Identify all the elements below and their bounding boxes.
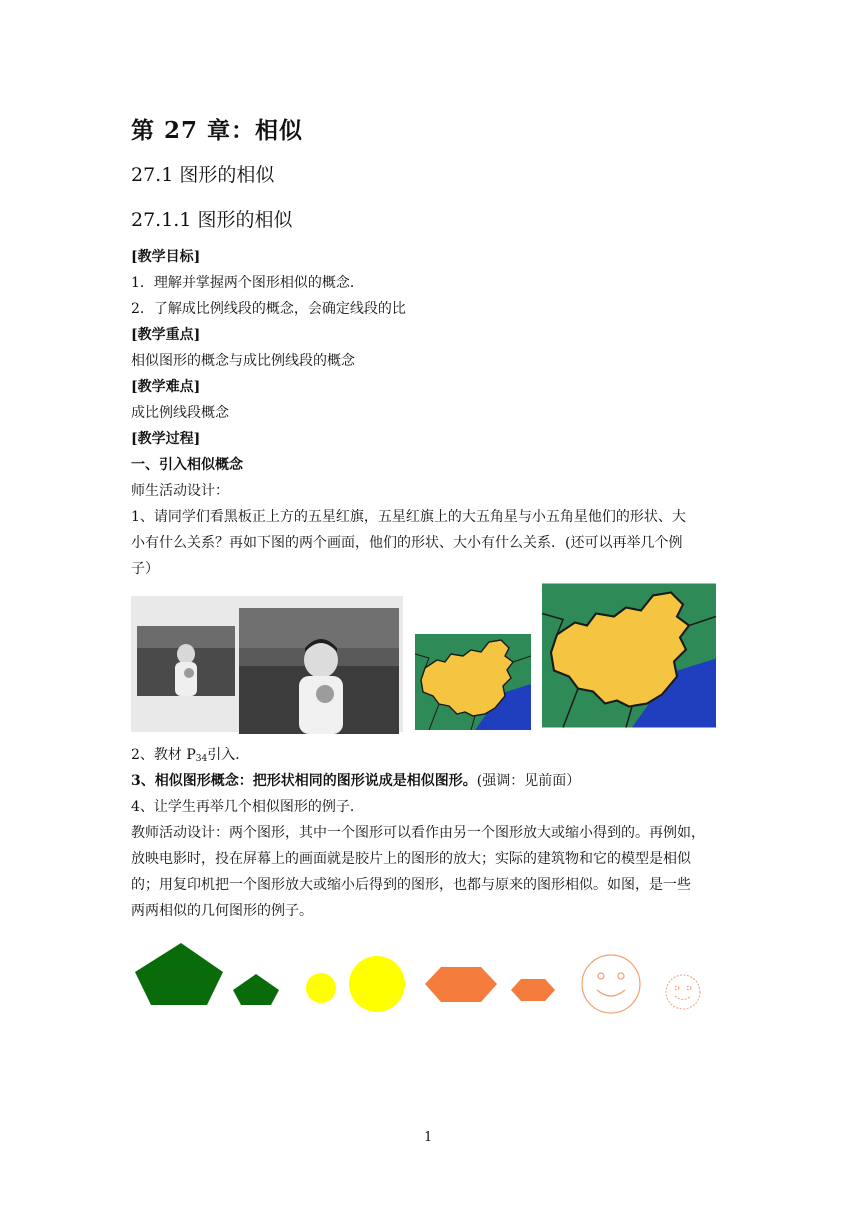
circle-small	[306, 973, 336, 1003]
smiley-face-large	[582, 955, 640, 1013]
item-2: 2、教材 $P_{34}$引入．	[131, 747, 250, 764]
section-title: 27.1 图形的相似	[131, 164, 275, 186]
photo-strip	[131, 596, 403, 732]
subsection-title: 27.1.1 图形的相似	[131, 209, 293, 231]
difficulties-heading: [教学难点]	[131, 379, 201, 395]
teacher-line-2: 放映电影时，投在屏幕上的画面就是胶片上的图形的放大；实际的建筑物和它的模型是相似	[131, 851, 691, 867]
child-photo-small	[137, 626, 235, 696]
teacher-line-1: 教师活动设计：两个图形，其中一个图形可以看作由另一个图形放大或缩小得到的。再例如，	[131, 825, 705, 841]
pentagon-small	[233, 974, 279, 1005]
body-text-2	[131, 742, 735, 924]
objective-2: 2．了解成比例线段的概念，会确定线段的比	[131, 301, 406, 317]
item-1-line-2: 小有什么关系？再如下图的两个画面，他们的形状、大小有什么关系．(还可以再举几个例	[131, 535, 683, 551]
similar-shapes-figure	[131, 938, 731, 1018]
item-3: 3、相似图形概念：把形状相同的图形说成是相似图形。(强调：见前面）	[131, 773, 581, 789]
china-map-large	[542, 583, 716, 728]
activity-label: 师生活动设计：	[131, 483, 229, 499]
page-number: 1	[424, 1130, 433, 1145]
chapter-title: 第 27 章：相似	[131, 117, 304, 144]
teacher-line-3: 的；用复印机把一个图形放大或缩小后得到的图形，也都与原来的图形相似。如图，是一些	[131, 877, 691, 893]
body-text	[131, 244, 735, 582]
objectives-heading: [教学目标]	[131, 249, 201, 265]
key-points-heading: [教学重点]	[131, 327, 201, 343]
item-1-line-3: 子）	[131, 561, 159, 577]
figure-similar-pictures	[131, 583, 731, 733]
item-4: 4、让学生再举几个相似图形的例子．	[131, 799, 364, 815]
difficulties: 成比例线段概念	[131, 405, 229, 421]
key-points: 相似图形的概念与成比例线段的概念	[131, 353, 355, 369]
teacher-line-4: 两两相似的几何图形的例子。	[131, 903, 313, 919]
part-one-heading: 一、引入相似概念	[131, 457, 243, 473]
china-map-small	[415, 634, 531, 730]
hexagon-large	[425, 967, 497, 1002]
hexagon-small	[511, 979, 555, 1001]
smiley-face-small	[666, 975, 700, 1009]
objective-1: 1．理解并掌握两个图形相似的概念．	[131, 275, 364, 291]
process-heading: [教学过程]	[131, 431, 201, 447]
item-1-line-1: 1、请同学们看黑板正上方的五星红旗，五星红旗上的大五角星与小五角星他们的形状、大	[131, 509, 686, 525]
child-photo-large	[239, 608, 399, 734]
circle-large	[349, 956, 405, 1012]
pentagon-large	[135, 943, 223, 1005]
